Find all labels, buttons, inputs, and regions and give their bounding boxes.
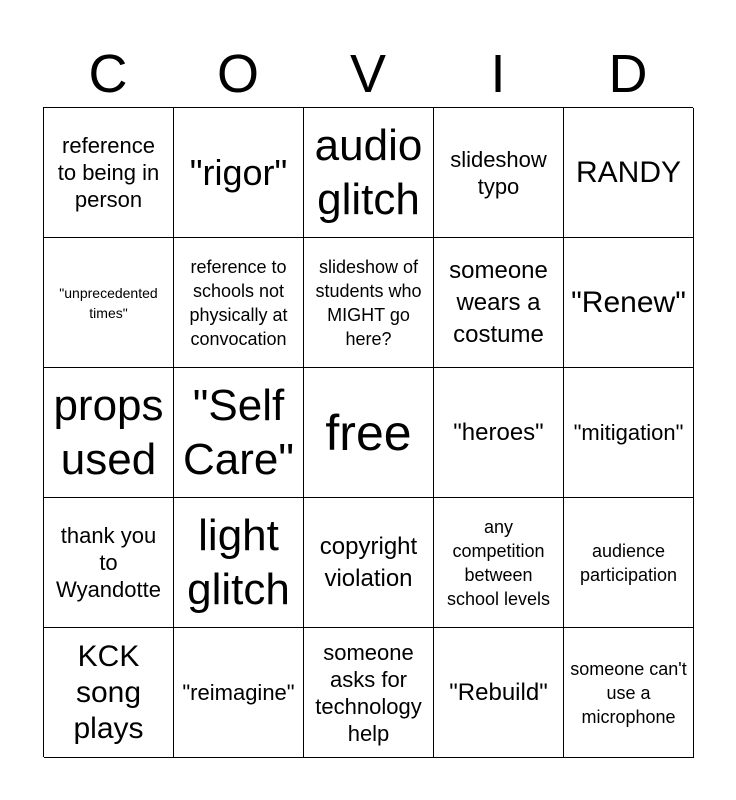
cell-text: reference to schools not physically at convocation	[189, 256, 288, 349]
header-letter-o: O	[216, 44, 259, 104]
bingo-cell-r2c5[interactable]	[564, 238, 694, 368]
cell-text: "Rebuild"	[449, 678, 548, 706]
cell-text: audio glitch	[314, 120, 423, 224]
bingo-cell-r5c2[interactable]	[174, 628, 304, 758]
bingo-cell-r5c4[interactable]	[434, 628, 564, 758]
header-letter-d: D	[608, 44, 648, 104]
cell-text: KCK song plays	[73, 639, 144, 745]
bingo-grid	[43, 107, 693, 757]
cell-text: someone asks for technology help	[315, 639, 422, 746]
bingo-cell-r1c1[interactable]	[44, 108, 174, 238]
cell-text: "mitigation"	[573, 420, 684, 445]
bingo-cell-r3c5[interactable]	[564, 368, 694, 498]
bingo-cell-r1c4[interactable]	[434, 108, 564, 238]
bingo-cell-r2c4[interactable]	[434, 238, 564, 368]
cell-text: "rigor"	[189, 151, 288, 193]
bingo-cell-r5c3[interactable]	[304, 628, 434, 758]
header-letter-i: I	[490, 44, 506, 104]
cell-text: slideshow typo	[450, 146, 547, 199]
bingo-cell-r4c2[interactable]	[174, 498, 304, 628]
cell-text: free	[325, 404, 412, 461]
cell-text: slideshow of students who MIGHT go here?	[315, 256, 422, 349]
cell-text: thank you to Wyandotte	[56, 523, 161, 602]
bingo-cell-r5c5[interactable]	[564, 628, 694, 758]
cell-text: audience participation	[579, 540, 678, 585]
bingo-cell-r1c5[interactable]	[564, 108, 694, 238]
bingo-cell-r4c4[interactable]	[434, 498, 564, 628]
bingo-cell-r3c4[interactable]	[434, 368, 564, 498]
cell-text: "heroes"	[453, 418, 544, 446]
bingo-cell-r1c2[interactable]	[174, 108, 304, 238]
cell-text: RANDY	[575, 155, 681, 189]
cell-text: props used	[53, 380, 164, 484]
cell-text: "unprecedented times"	[59, 284, 158, 321]
bingo-cell-r3c2[interactable]	[174, 368, 304, 498]
bingo-cell-r4c5[interactable]	[564, 498, 694, 628]
cell-text: any competition between school levels	[446, 516, 551, 609]
bingo-cell-r5c1[interactable]	[44, 628, 174, 758]
bingo-cell-free[interactable]	[304, 368, 434, 498]
cell-text: copyright violation	[319, 532, 418, 592]
cell-text: someone wears a costume	[449, 256, 548, 348]
cell-text: someone can't use a microphone	[570, 658, 687, 727]
cell-text: light glitch	[187, 510, 290, 614]
bingo-cell-r2c2[interactable]	[174, 238, 304, 368]
cell-text: reference to being in person	[57, 133, 160, 212]
bingo-header	[43, 40, 693, 108]
bingo-cell-r1c3[interactable]	[304, 108, 434, 238]
bingo-cell-r4c1[interactable]	[44, 498, 174, 628]
bingo-cell-r2c3[interactable]	[304, 238, 434, 368]
bingo-cell-r2c1[interactable]	[44, 238, 174, 368]
header-letter-c: C	[88, 44, 128, 104]
bingo-cell-r4c3[interactable]	[304, 498, 434, 628]
cell-text: "reimagine"	[182, 680, 295, 705]
bingo-cell-r3c1[interactable]	[44, 368, 174, 498]
header-letter-v: V	[349, 44, 387, 104]
cell-text: "Renew"	[571, 285, 686, 319]
cell-text: "Self Care"	[183, 380, 294, 484]
